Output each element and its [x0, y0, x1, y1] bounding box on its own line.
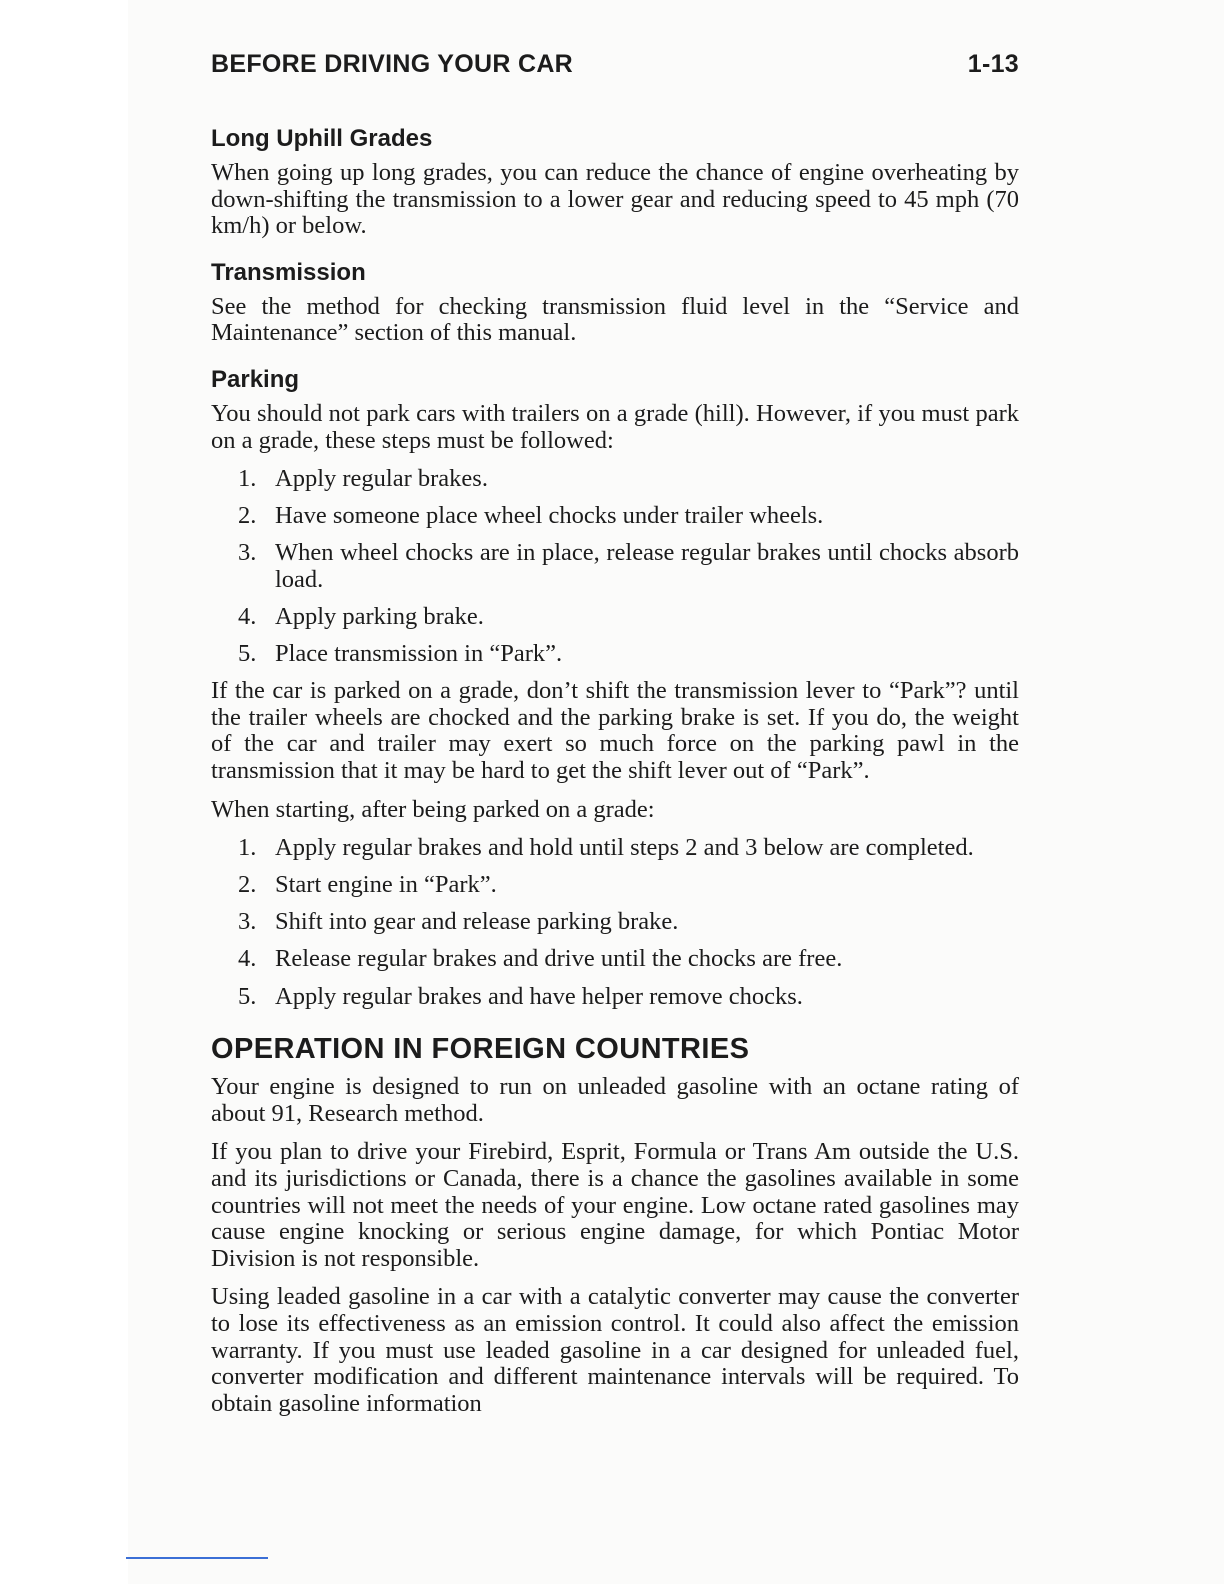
step-text: Start engine in “Park”.: [275, 871, 497, 899]
list-item: [211, 909, 1019, 936]
step-number: 5.: [238, 640, 257, 668]
step-number: 4.: [238, 603, 257, 631]
parking-section: [211, 365, 1019, 1010]
page-content: [211, 50, 1019, 1429]
list-item: [211, 835, 1019, 862]
step-number: 3.: [238, 908, 257, 936]
running-header: [211, 50, 1019, 86]
transmission-heading: Transmission: [211, 258, 366, 286]
parking-steps: [211, 466, 1019, 668]
starting-intro: When starting, after being parked on a grade:: [211, 795, 655, 823]
step-number: 1.: [238, 465, 257, 493]
step-number: 1.: [238, 834, 257, 862]
list-item: [211, 946, 1019, 973]
step-text: When wheel chocks are in place, release regular brakes until chocks absorb load.: [275, 539, 1019, 593]
transmission-section: [211, 258, 1019, 347]
scan-edge-line: [126, 1557, 268, 1559]
step-text: Place transmission in “Park”.: [275, 640, 563, 668]
step-number: 2.: [238, 871, 257, 899]
uphill-heading: Long Uphill Grades: [211, 125, 433, 152]
list-item: [211, 466, 1019, 493]
foreign-section: [211, 1032, 1019, 1417]
step-number: 4.: [238, 945, 257, 973]
step-text: Release regular brakes and drive until the chocks are free.: [275, 945, 843, 973]
step-number: 3.: [238, 539, 257, 567]
foreign-para-1: Your engine is designed to run on unleaded gasoline with an octane rating of about 91, Research method.: [211, 1073, 1019, 1127]
step-text: Apply parking brake.: [275, 603, 484, 631]
list-item: [211, 872, 1019, 899]
step-number: 2.: [238, 502, 257, 530]
parking-warning: If the car is parked on a grade, don’t shift the transmission lever to “Park”? until the trailer wheels are chocked and the parking brake is set. If you do, the weight of the car and trailer may exert so much force on the parking pawl in the transmission that it may be hard to get the shift lever out of “Park”.: [211, 677, 1019, 784]
page-number: 1-13: [967, 50, 1019, 78]
list-item: [211, 540, 1019, 593]
list-item: [211, 984, 1019, 1011]
step-text: Have someone place wheel chocks under trailer wheels.: [275, 502, 824, 530]
step-text: Apply regular brakes.: [275, 465, 488, 493]
uphill-body: When going up long grades, you can reduce the chance of engine overheating by down-shifting the transmission to a lower gear and reducing speed to 45 mph (70 km/h) or below.: [211, 159, 1019, 240]
step-text: Apply regular brakes and have helper remove chocks.: [275, 982, 803, 1010]
step-text: Apply regular brakes and hold until steps 2 and 3 below are completed.: [275, 834, 974, 862]
list-item: [211, 503, 1019, 530]
parking-heading: Parking: [211, 365, 300, 393]
list-item: [211, 604, 1019, 631]
foreign-heading: OPERATION IN FOREIGN COUNTRIES: [211, 1033, 750, 1066]
step-text: Shift into gear and release parking brake.: [275, 908, 679, 936]
section-title: BEFORE DRIVING YOUR CAR: [211, 50, 574, 78]
foreign-para-2: If you plan to drive your Firebird, Esprit, Formula or Trans Am outside the U.S. and its jurisdictions or Canada, there is a chance the gasolines available in some countries will not meet the needs of your engine. Low octane rated gasolines may cause engine knocking or serious engine damage, for which Pontiac Motor Division is not responsible.: [211, 1138, 1019, 1272]
parking-intro: You should not park cars with trailers on a grade (hill). However, if you must park on a grade, these steps must be followed:: [211, 399, 1019, 454]
scan-margin: [0, 0, 128, 1584]
starting-steps: [211, 835, 1019, 1010]
list-item: [211, 641, 1019, 668]
step-number: 5.: [238, 982, 257, 1010]
uphill-section: [211, 124, 1019, 240]
transmission-body: See the method for checking transmission fluid level in the “Service and Maintenance” section of this manual.: [211, 292, 1019, 347]
foreign-para-3: Using leaded gasoline in a car with a catalytic converter may cause the converter to lose its effectiveness as an emission control. It could also affect the emission warranty. If you must use leaded gasoline in a car designed for unleaded fuel, converter modification and different maintenance intervals will be required. To obtain gasoline information: [211, 1283, 1019, 1417]
